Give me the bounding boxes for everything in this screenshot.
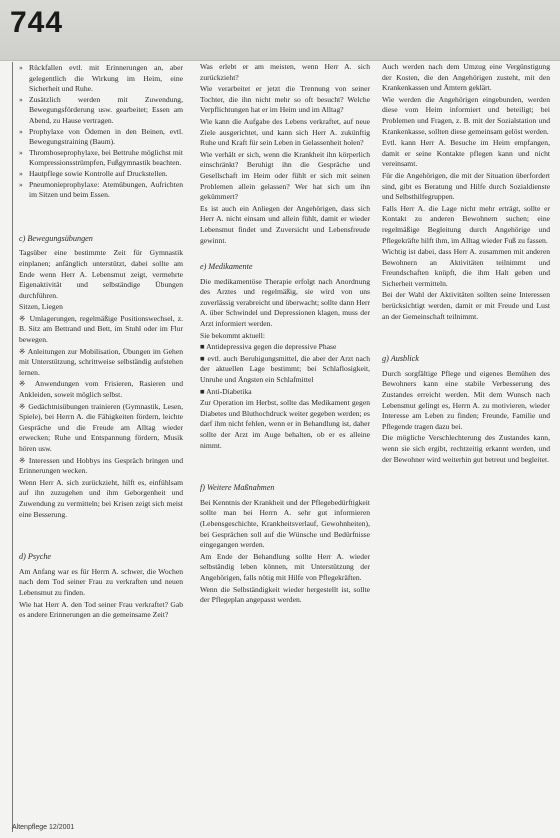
paragraph: Wichtig ist dabei, dass Herr A. zusammen mit anderen Bewohnern an Aktivitäten teilnimmt und Freundschaften knüpft, die ihm Halt geben und Sicherheit vermitteln.	[382, 247, 550, 288]
paragraph: Am Ende der Behandlung sollte Herr A. wieder selbständig leben können, mit Unterstützung der Angehörigen, falls nötig mit Hilfe von Pflegekräften.	[200, 551, 370, 582]
list-item: » Rückfallen evtl. mit Erinnerungen an, aber gelegentlich die Wirkung im Heim, eine Sicherheit und Ruhe.	[19, 63, 183, 95]
paragraph: Es ist auch ein Anliegen der Angehörigen, dass sich Herr A. nicht einsam und allein fühlt, damit er wieder Lebensmut findet und Zuversicht und Lebensfreude gewinnt.	[200, 203, 370, 245]
column-3	[382, 62, 550, 832]
list-item: » Zusätzlich werden mit Zuwendung, Bewegungsförderung usw. gearbeitet; Essen am Abend, zu Hause vertragen.	[19, 95, 183, 127]
paragraph: Tagsüber eine bestimmte Zeit für Gymnastik einplanen; anfänglich unterstützt, dabei sollte am Ende wenn Herr A. Lebensmut zeigt, vermehrte Eigenaktivität und selbständige Übungen durchführen.	[19, 248, 183, 300]
list-item: » Prophylaxe von Ödemen in den Beinen, evtl. Bewegungstraining (Baum).	[19, 127, 183, 148]
paragraph: Bei der Wahl der Aktivitäten sollten seine Interessen berücksichtigt werden, damit er mit Freude und Lust an der Gemeinschaft teilnimmt.	[382, 290, 550, 321]
paragraph: Wie kann die Aufgabe des Lebens verkraftet, auf neue Ziele ausgerichtet, und kann sich Herr A. zukünftig Ruhe und Kraft für sein Leben in Gelassenheit holen?	[200, 116, 370, 148]
column-2	[200, 62, 370, 832]
paragraph: ※ Umlagerungen, regelmäßige Positionswechsel, z. B. Sitz am Bettrand und Bett, im Stuhl oder im Flur bewegen.	[19, 313, 183, 345]
paragraph: ※ Anwendungen vom Frisieren, Rasieren und Ankleiden, soweit möglich selbst.	[19, 379, 183, 400]
paragraph: Am Anfang war es für Herrn A. schwer, die Wochen nach dem Tod seiner Frau zu verkraften und neuen Lebensmut zu finden.	[19, 566, 183, 597]
paragraph: Evtl. kann Herr A. Besuche im Heim empfangen, damit er seine Kontakte pflegen kann und nicht vereinsamt.	[382, 138, 550, 169]
paragraph: Für die Angehörigen, die mit der Situation überfordert sind, gibt es Beratung und Hilfe durch Sozialdienste und Selbsthilfegruppen.	[382, 170, 550, 202]
paragraph: Falls Herr A. die Lage nicht mehr erträgt, sollte er Kontakt zu anderen Bewohnern suchen; eine regelmäßige Begleitung durch Angehörige und Pflegekräfte hilft ihm, im Alltag wieder Fuß zu fassen.	[382, 203, 550, 245]
paragraph: Bei Kenntnis der Krankheit und der Pflegebedürftigkeit sollte man bei Herrn A. sehr gut informieren (Lebensgeschichte, Krankheitsverlauf, Gewohnheiten), bei Gesprächen soll auf die Wünsche und Bedürfnisse eingegangen werden.	[200, 497, 370, 550]
paragraph: Auch werden nach dem Umzug eine Vergünstigung der Kosten, die den Angehörigen zusteht, mit den Krankenkassen und Ämtern geklärt.	[382, 62, 550, 93]
list-item: ■ evtl. auch Beruhigungsmittel, die aber der Arzt nach der aktuellen Lage bestimmt; bei Schlaflosigkeit, Unruhe und Ängsten ein Schlafmittel	[200, 353, 370, 385]
paragraph: Was erlebt er am meisten, wenn Herr A. sich zurückzieht?	[200, 62, 370, 82]
section-heading: e) Medikamente	[200, 262, 253, 272]
paragraph: Wie werden die Angehörigen eingebunden, werden diese vom Heim informiert und beteiligt; bei Problemen und Fragen, z. B. mit der Sozialstation und Krankenkasse, sollten diese gemeinsam gelöst werden.	[382, 94, 550, 136]
paragraph: Die mögliche Verschlechterung des Zustandes kann, wenn sie sich ergibt, rechtzeitig erkannt werden, und der Bewohner wird weiterhin gut betreut und begleitet.	[382, 433, 550, 464]
paragraph: Durch sorgfältige Pflege und eigenes Bemühen des Bewohners kann eine stabile Verbesserung des Zustandes erreicht werden. Mit dem Wunsch nach Lebensmut gelingt es, Herrn A. zu motivieren, wieder Interesse am Leben zu finden; Freunde, Familie und Pflegende tragen dazu bei.	[382, 368, 550, 431]
list-item: Zur Operation im Herbst, sollte das Medikament gegen Diabetes und Bluthochdruck weiter gegeben werden; es darf ihm nicht fehlen, wenn er in Behandlung ist, daher sollte der Arzt im Auge behalten, ob er es alleine nimmt.	[200, 398, 370, 450]
page-number: 744	[10, 6, 64, 39]
section-heading: d) Psyche	[19, 552, 52, 562]
care-list	[19, 63, 183, 201]
paragraph: Wenn Herr A. sich zurückzieht, hilft es, einfühlsam auf ihn zuzugehen und ihm Geborgenheit und Zuwendung zu vermitteln; bei Krisen zeigt sich meist eine Besserung.	[19, 477, 183, 519]
paragraph: ※ Gedächtnisübungen trainieren (Gymnastik, Lesen, Spiele), bei Herrn A. die Fähigkeiten fördern, leichte Gespräche und die Freude am Alltag wieder erwecken; Ruhe und Entspannung fördern, Musik hören usw.	[19, 401, 183, 453]
list-item: ■ Anti-Diabetika	[200, 386, 252, 396]
paragraph: Wie hat Herr A. den Tod seiner Frau verkraftet? Gab es andere Erinnerungen an die gemeinsame Zeit?	[19, 599, 183, 620]
list-item: ■ Antidepressiva gegen die depressive Phase	[200, 342, 337, 352]
page-header-band	[0, 0, 560, 61]
margin-bar	[12, 62, 13, 292]
list-item: Sie bekommt aktuell:	[200, 330, 265, 340]
paragraph: Wenn die Selbständigkeit wieder hergestellt ist, sollte der Pflegeplan angepasst werden.	[200, 584, 370, 605]
paragraph: Sitzen, Liegen	[19, 302, 63, 312]
section-heading: f) Weitere Maßnahmen	[200, 483, 275, 493]
section-heading: c) Bewegungsübungen	[19, 233, 93, 243]
section-heading: g) Ausblick	[382, 354, 419, 364]
paragraph: ※ Interessen und Hobbys ins Gespräch bringen und Erinnerungen wecken.	[19, 455, 183, 476]
paragraph: Wie verhält er sich, wenn die Krankheit ihn körperlich einschränkt? Beruhigt ihn die Gespräche und Gesellschaft im Heim oder fühlt er sich mit seinen Problemen allein gelassen? Wer hat sich um ihn gekümmert?	[200, 149, 370, 202]
column-1	[12, 62, 183, 832]
paragraph: Die medikamentöse Therapie erfolgt nach Anordnung des Arztes und regelmäßig, sie wird von uns zuverlässig verabreicht und überwacht; sollte dann Herr A. über Schwindel und Depressionen klagen, muss der Arzt informiert werden.	[200, 276, 370, 329]
page-footer: Altenpflege 12/2001	[12, 824, 75, 831]
list-item: » Pneumonieprophylaxe: Atemübungen, Aufrichten im Sitzen und beim Essen.	[19, 180, 183, 201]
list-item: » Thromboseprophylaxe, bei Bettruhe möglichst mit Kompressionsstrümpfen, Fußgymnastik beachten.	[19, 148, 183, 169]
paragraph: Wie verarbeitet er jetzt die Trennung von seiner Tochter, die ihn nicht mehr so oft besucht? Welche Verpflichtungen hat er im Heim und im Alltag?	[200, 84, 370, 115]
paragraph: ※ Anleitungen zur Mobilisation, Übungen im Gehen mit Unterstützung, schrittweise selbständig aufstehen lernen.	[19, 346, 183, 377]
list-item: » Hautpflege sowie Kontrolle auf Druckstellen.	[19, 169, 183, 180]
